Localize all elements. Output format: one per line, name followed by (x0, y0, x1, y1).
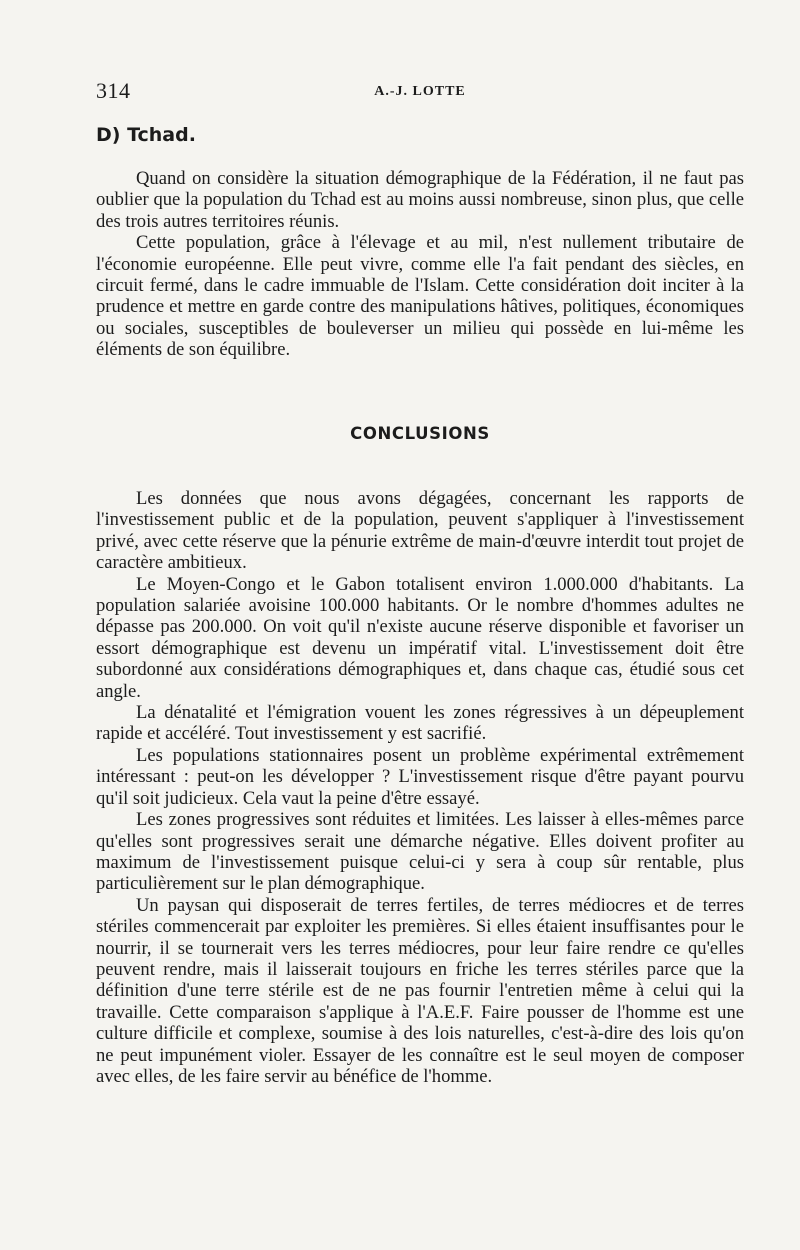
tchad-section-text (96, 168, 744, 361)
paragraph: Les données que nous avons dégagées, concernant les rapports de l'investissement public et de la population, peuvent s'appliquer à l'investissement privé, avec cette réserve que la pénurie extrême de main-d'œuvre interdit tout projet de caractère ambitieux. (96, 488, 744, 574)
paragraph: La dénatalité et l'émigration vouent les zones régressives à un dépeuplement rapide et accéléré. Tout investissement y est sacrifié. (96, 702, 744, 745)
paragraph: Quand on considère la situation démographique de la Fédération, il ne faut pas oublier que la population du Tchad est au moins aussi nombreuse, sinon plus, que celle des trois autres territoires réunis. (96, 168, 744, 232)
paragraph: Les zones progressives sont réduites et limitées. Les laisser à elles-mêmes parce qu'elles sont progressives serait une démarche négative. Elles doivent profiter au maximum de l'investissement puisque celui-ci y sera à coup sûr rentable, plus particulièrement sur le plan démographique. (96, 809, 744, 895)
paragraph: Le Moyen-Congo et le Gabon totalisent environ 1.000.000 d'habitants. La population salariée avoisine 100.000 habitants. Or le nombre d'hommes adultes ne dépasse pas 200.000. On voit qu'il n'existe aucune réserve disponible et favoriser un essort démographique est devenu un impératif vital. L'investissement doit être subordonné aux considérations démographiques et, dans chaque cas, étudié sous cet angle. (96, 573, 744, 702)
paragraph: Un paysan qui disposerait de terres fertiles, de terres médiocres et de terres stériles commencerait par exploiter les premières. Si elles étaient insuffisantes pour le nourrir, il se tournerait vers les terres médiocres, pour leur faire rendre ce qu'elles peuvent rendre, mais il laisserait toujours en friche les terres stériles parce que la définition d'une terre stérile est de ne pas fournir l'entretien même à celui qui la travaille. Cette comparaison s'applique à l'A.E.F. Faire pousser de l'homme est une culture difficile et complexe, soumise à des lois naturelles, c'est-à-dire des lois qu'on ne peut impunément violer. Essayer de les connaître est le seul moyen de composer avec elles, de les faire servir au bénéfice de l'homme. (96, 894, 744, 1087)
section-heading-tchad: D) Tchad. (96, 124, 196, 146)
paragraph: Cette population, grâce à l'élevage et au mil, n'est nullement tributaire de l'économie européenne. Elle peut vivre, comme elle l'a fait pendant des siècles, en circuit fermé, dans le cadre immuable de l'Islam. Cette considération doit inciter à la prudence et mettre en garde contre des manipulations hâtives, politiques, économiques ou sociales, susceptibles de bouleverser un milieu qui possède en lui-même les éléments de son équilibre. (96, 232, 744, 361)
conclusions-section-text (96, 488, 744, 1087)
paragraph: Les populations stationnaires posent un problème expérimental extrêmement intéressant : peut-on les développer ? L'investissement risque d'être payant pourvu qu'il soit judicieux. Cela vaut la peine d'être essayé. (96, 744, 744, 809)
running-head (96, 78, 744, 108)
page-number: 314 (96, 78, 131, 103)
running-head-author: A.-J. LOTTE (374, 84, 466, 99)
conclusions-heading: CONCLUSIONS (350, 424, 490, 443)
